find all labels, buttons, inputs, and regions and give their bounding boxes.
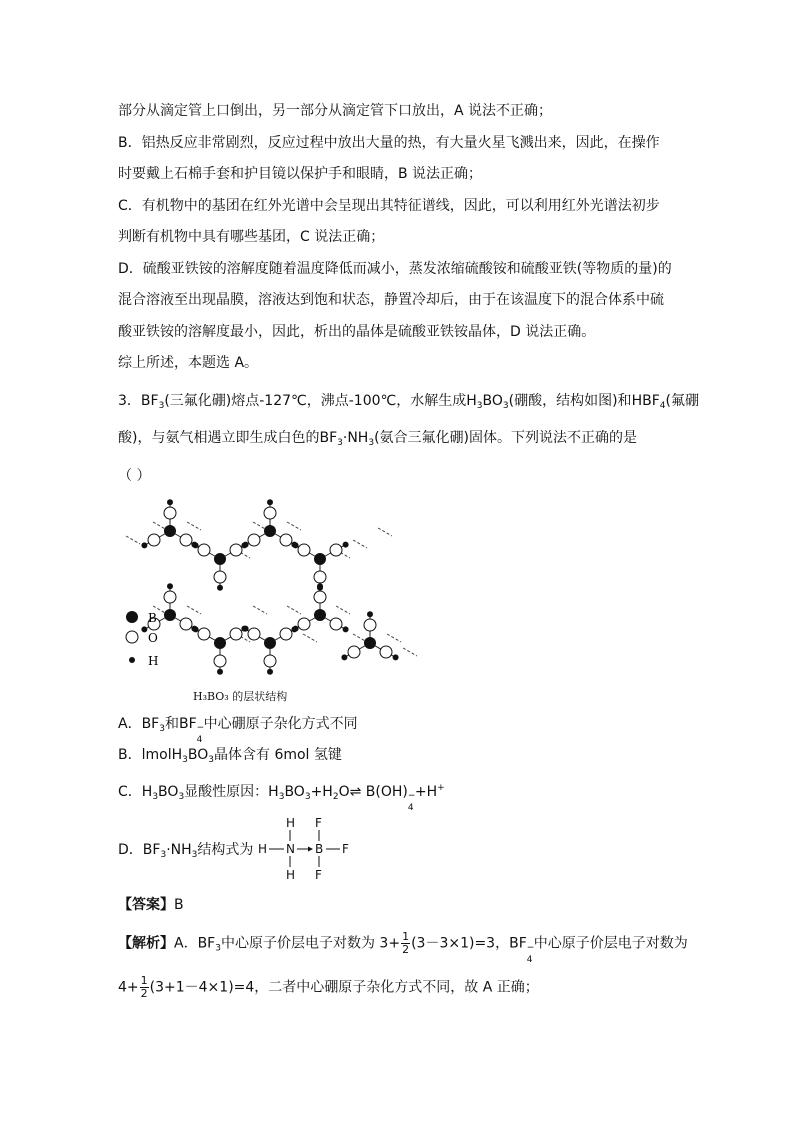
an-text: A．	[174, 935, 198, 952]
q-text: 酸)，与氨气相遇立即生成白色的	[118, 430, 320, 446]
legend-b-atom	[126, 611, 138, 623]
atom-b: B	[315, 842, 324, 856]
oxygen-atom	[230, 544, 242, 556]
an-text: BF	[197, 935, 216, 952]
opt-sub: 3	[208, 755, 214, 765]
frac-num: 1	[140, 974, 148, 987]
opt-text: 中心硼原子杂化方式不同	[203, 716, 358, 732]
opt-text: 晶体含有	[213, 747, 270, 763]
hydrogen-atom	[291, 542, 297, 548]
hydrogen-atom	[267, 499, 273, 505]
bond	[287, 606, 301, 614]
legend-b-label: B	[148, 611, 157, 625]
h3bo3-structure-diagram	[118, 488, 418, 688]
oxygen-atom	[330, 544, 342, 556]
opt-sub: 2	[332, 792, 339, 802]
an-sup: −	[526, 942, 535, 953]
answer-line	[118, 895, 184, 915]
an-text: BF	[509, 935, 527, 952]
option-a	[118, 714, 358, 745]
bond	[378, 528, 392, 536]
option-c	[118, 778, 445, 813]
boron-atom	[164, 609, 176, 621]
text-line: 混合溶液至出现晶膜，溶液达到饱和状态，静置冷却后，由于在该温度下的混合体系中硫	[118, 292, 664, 308]
q-text: HBF	[631, 393, 660, 409]
q-text: H	[466, 393, 477, 409]
boron-atom	[264, 525, 276, 537]
arrow-head-icon	[308, 847, 313, 852]
bond	[336, 606, 350, 614]
atom-h-left: H	[258, 842, 268, 856]
oxygen-atom	[298, 618, 310, 630]
q-sub: 3	[368, 438, 375, 448]
text-line: D．硫酸亚铁铵的溶解度随着温度降低而减小，蒸发浓缩硫酸铵和硫酸亚铁(等物质的量)的	[118, 261, 672, 277]
hydrogen-atom	[317, 583, 323, 589]
answer-value: B	[174, 897, 184, 913]
hydrogen-atom	[267, 669, 273, 675]
question-paren: （ ）	[118, 468, 151, 484]
opt-text: BO	[284, 784, 305, 800]
text-line: 判断有机物中具有哪些基团，C 说法正确；	[118, 229, 385, 245]
boron-atom	[164, 525, 176, 537]
opt-text: 结构式为	[197, 842, 254, 858]
oxygen-atom	[364, 619, 376, 631]
frac-den: 2	[402, 943, 410, 956]
hydrogen-atom	[343, 626, 349, 632]
bond	[287, 522, 301, 530]
answer-label: 【答案】	[118, 897, 174, 913]
legend-h-label: H	[148, 654, 159, 668]
oxygen-atom	[198, 544, 210, 556]
oxygen-atom	[180, 618, 192, 630]
bond	[403, 648, 417, 656]
oxygen-atom	[330, 618, 342, 630]
opt-text: H	[141, 784, 153, 800]
bf3-nh3-structural-formula	[258, 815, 358, 885]
q-text: (三氟化硼)熔点-127℃，沸点-100℃，水解生成	[164, 393, 467, 409]
q-sub: 4	[659, 401, 666, 411]
hydrogen-atom	[217, 669, 223, 675]
q-sub: 3	[502, 401, 509, 411]
oxygen-atom	[214, 571, 226, 583]
hydrogen-atom	[167, 499, 173, 505]
oxygen-atom	[248, 628, 260, 640]
hydrogen-atom	[241, 626, 247, 632]
bond	[303, 634, 317, 642]
oxygen-atom	[230, 628, 242, 640]
an-text: 中心原子价层电子对数为	[533, 935, 688, 952]
figure-caption: H₃BO₃ 的层状结构	[193, 690, 288, 703]
atom-h-top: H	[286, 816, 296, 830]
hydrogen-atom	[141, 626, 147, 632]
bond	[353, 540, 367, 548]
hydrogen-atom	[217, 585, 223, 591]
q-sub: 3	[476, 401, 483, 411]
opt-sup: −	[407, 791, 416, 801]
bond	[126, 536, 140, 544]
atom-f-bottom: F	[315, 868, 322, 882]
q-text: (氨合三氟化硼)固体。下列说法不正确的是	[374, 430, 637, 446]
boron-atom	[364, 637, 376, 649]
boron-atom	[314, 609, 326, 621]
option-d	[118, 840, 253, 865]
text-line: C．有机物中的基团在红外光谱中会呈现出其特征谱线，因此，可以利用红外光谱法初步	[118, 198, 660, 214]
hydrogen-atom	[191, 626, 197, 632]
opt-text: O⇌ B	[338, 784, 376, 800]
opt-sub: 3	[159, 724, 165, 734]
bond	[253, 606, 267, 614]
opt-text: C．	[118, 784, 142, 800]
opt-text: 6mol 氢键	[274, 747, 342, 763]
boron-atom	[214, 553, 226, 565]
analysis-label: 【解析】	[118, 935, 174, 952]
text-line: 部分从滴定管上口倒出，另一部分从滴定管下口放出，A 说法不正确；	[118, 103, 553, 119]
oxygen-atom	[380, 646, 392, 658]
hydrogen-atom	[367, 611, 373, 617]
opt-sub: 3	[152, 792, 159, 802]
legend-h-atom	[129, 657, 135, 663]
oxygen-atom	[314, 591, 326, 603]
atom-f-right: F	[342, 842, 349, 856]
bond	[187, 522, 201, 530]
boron-atom	[264, 637, 276, 649]
hydrogen-atom	[341, 654, 347, 660]
atom-f-top: F	[315, 816, 322, 830]
hydrogen-atom	[141, 542, 147, 548]
hydrogen-atom	[393, 654, 399, 660]
q-text: 3．BF	[118, 393, 159, 409]
hydrogen-atom	[343, 542, 349, 548]
opt-sub: 4	[407, 803, 414, 813]
bond	[387, 634, 401, 642]
oxygen-atom	[148, 534, 160, 546]
an-sub: 4	[526, 954, 533, 965]
an-text: 中心原子价层电子对数为 3+	[220, 935, 401, 952]
oxygen-atom	[164, 507, 176, 519]
opt-text: lmolH	[141, 747, 183, 763]
opt-text: B．	[118, 747, 142, 763]
text-line: 酸亚铁铵的溶解度最小，因此，析出的晶体是硫酸亚铁铵晶体，D 说法正确。	[118, 324, 596, 340]
q-text: BF	[319, 430, 338, 446]
oxygen-atom	[280, 628, 292, 640]
oxygen-atom	[198, 628, 210, 640]
oxygen-atom	[180, 534, 192, 546]
opt-sub: 3	[178, 792, 185, 802]
opt-text: +H	[414, 784, 438, 800]
q-text: BO	[482, 393, 503, 409]
oxygen-atom	[314, 571, 326, 583]
boron-atom	[314, 553, 326, 565]
opt-text: BO	[158, 784, 179, 800]
option-b	[118, 745, 342, 770]
opt-sub: 3	[160, 850, 167, 860]
text-line: 时要戴上石棉手套和护目镜以保护手和眼睛，B 说法正确；	[118, 166, 483, 182]
boron-atom	[214, 637, 226, 649]
an-sub: 3	[215, 943, 221, 954]
opt-text: A．	[118, 716, 142, 732]
an-text: (3+1－4×1)=4，二者中心硼原子杂化方式不同，故 A 正确；	[149, 979, 539, 996]
q-sub: 3	[337, 438, 343, 448]
opt-text: BF	[142, 842, 161, 858]
oxygen-atom	[164, 591, 176, 603]
q-text: (氟硼	[665, 393, 699, 409]
opt-text: (OH)	[375, 784, 408, 800]
opt-sup: +	[437, 783, 445, 793]
opt-sub: 3	[304, 792, 311, 802]
bond	[187, 606, 201, 614]
opt-text: BF	[178, 716, 197, 732]
opt-sub: 3	[278, 792, 285, 802]
question-line-2	[118, 428, 637, 453]
atom-h-bottom: H	[286, 868, 296, 882]
oxygen-atom	[264, 655, 276, 667]
opt-sub: 3	[191, 850, 198, 860]
oxygen-atom	[264, 507, 276, 519]
hydrogen-atom	[167, 583, 173, 589]
text-line: B．铝热反应非常剧烈，反应过程中放出大量的热，有大量火星飞溅出来，因此，在操作	[118, 135, 660, 151]
fraction	[401, 931, 410, 956]
opt-text: BO	[187, 747, 209, 763]
q-sub: 3	[158, 401, 165, 411]
an-text: (3－3×1)=3，	[411, 935, 510, 952]
opt-text: D．	[118, 842, 143, 858]
opt-text: ·NH	[166, 842, 192, 858]
opt-text: 显酸性原因：H	[184, 784, 279, 800]
oxygen-atom	[248, 534, 260, 546]
text-line: 综上所述，本题选 A。	[118, 355, 259, 371]
frac-num: 1	[402, 930, 410, 943]
oxygen-atom	[280, 534, 292, 546]
an-text: 4+	[118, 979, 139, 996]
opt-text: 和	[164, 716, 179, 732]
opt-sup: −	[196, 723, 205, 733]
oxygen-atom	[214, 655, 226, 667]
legend-o-atom	[126, 631, 138, 643]
opt-sub: 3	[182, 755, 188, 765]
hydrogen-atom	[241, 542, 247, 548]
opt-text: +H	[310, 784, 333, 800]
q-text: (硼酸，结构如图)和	[508, 393, 632, 409]
oxygen-atom	[348, 646, 360, 658]
frac-den: 2	[140, 987, 148, 1000]
analysis-line-2	[118, 975, 539, 1000]
question-line-1	[118, 391, 699, 416]
q-text: ·NH	[342, 430, 369, 446]
fraction	[140, 975, 149, 1000]
legend-o-label: O	[148, 631, 158, 645]
oxygen-atom	[298, 544, 310, 556]
analysis-line-1	[118, 930, 688, 965]
hydrogen-atom	[191, 542, 197, 548]
opt-sub: 4	[196, 735, 203, 745]
atom-n: N	[286, 842, 295, 856]
opt-text: BF	[141, 716, 160, 732]
hydrogen-atom	[293, 626, 299, 632]
